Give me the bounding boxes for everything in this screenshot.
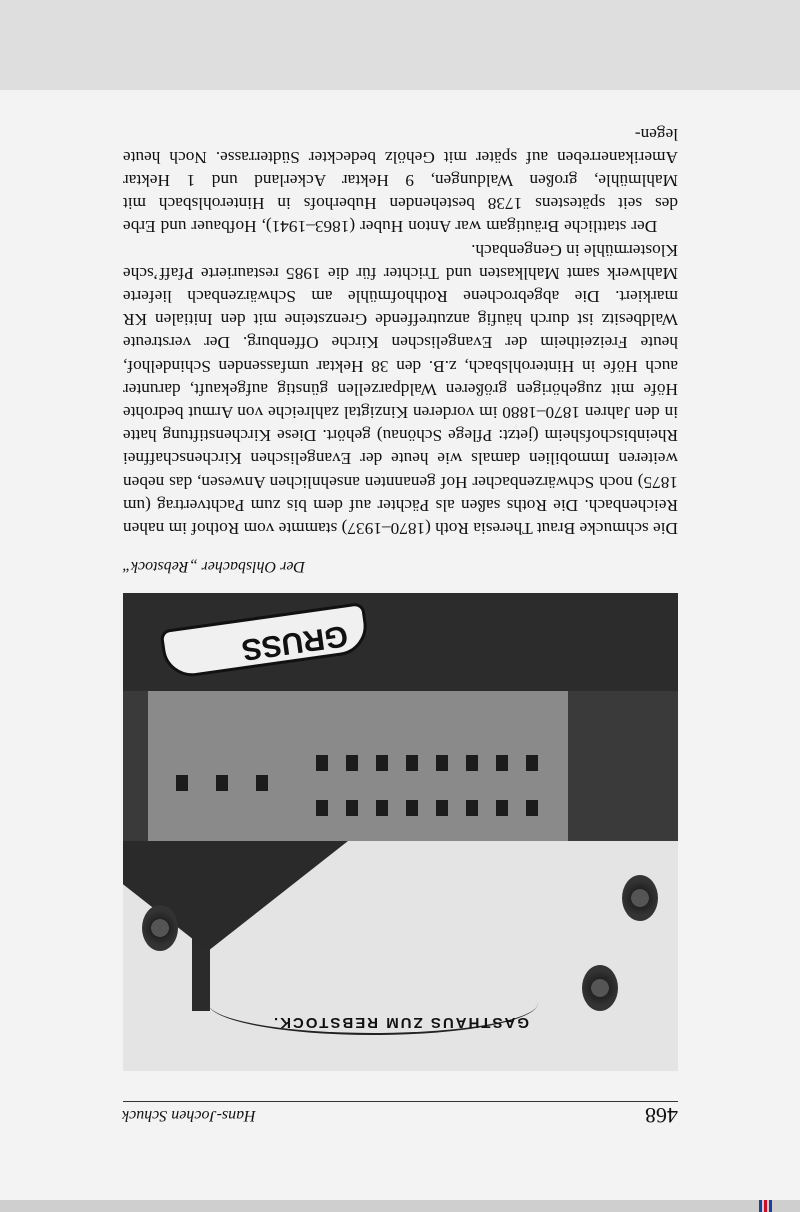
scanned-page (0, 90, 800, 1200)
grapes-icon (582, 965, 618, 1011)
viewer-footer (0, 0, 800, 90)
grapes-icon (622, 875, 658, 921)
paragraph: Der stattliche Bräutigam war Anton Huber (1863–1941), Hofbauer und Erbe des seit spätestens 1738 bestehenden Huberhofs in Hinterohlsbach mit Mahlmühle, großen Waldungen, 9 Hektar Ackerland und 1 Hektar Amerikanerreben auf später mit Gehölz bedeckter Südterrasse. Noch heute legen- (123, 124, 678, 237)
article-body (123, 122, 678, 540)
top-strip (0, 1200, 800, 1212)
running-head: Hans-Jochen Schuck (122, 1107, 256, 1124)
inn-building (148, 691, 568, 841)
postcard-illustration (123, 593, 678, 1071)
header-rule (123, 1101, 678, 1102)
grapes-icon (142, 905, 178, 951)
figure-caption: Der Ohlsbacher „Rebstock“ (122, 558, 306, 575)
illustration-greeting-text: GRUSS (239, 618, 350, 667)
library-logo-icon-top (760, 1200, 772, 1212)
illustration-banner-text: GASTHAUS ZUM REBSTOCK. (271, 1014, 530, 1031)
page-number: 468 (645, 1103, 678, 1128)
paragraph: Die schmucke Braut Theresia Roth (1870–1937) stammte vom Rothof im nahen Reichenbach. Die Roths saßen als Pächter auf dem bis zum Pachtvertrag (um 1875) noch Schwärzenbacher Hof genannten ansehnlichen Anwesen, das neben weiteren Immobilien damals wie heute der Evangelischen Kirchenschaffnei Rheinbischofsheim (jetzt: Pflege Schönau) gehört. Diese Kirchenstiftung hatte in den Jahren 1870–1880 im vorderen Kinzigtal zahlreiche von Armut bedrohte Höfe mit zugehörigen größeren Waldparzellen günstig aufgekauft, darunter auch Höfe in Hinterohlsbach, z.B. den 38 Hektar umfassenden Schindelhof, heute Freizeitheim der Evangelischen Kirche Offenburg. Der verstreute Waldbesitz ist durch häufig anzutreffende Grenzsteine mit den Initialen KR markiert. Die abgebrochene Rothhofmühle am Schwärzenbach lieferte Mahlwerk samt Mahlkasten und Trichter für die 1985 restaurierte Pfaff’sche Klostermühle in Gengenbach. (123, 240, 678, 538)
